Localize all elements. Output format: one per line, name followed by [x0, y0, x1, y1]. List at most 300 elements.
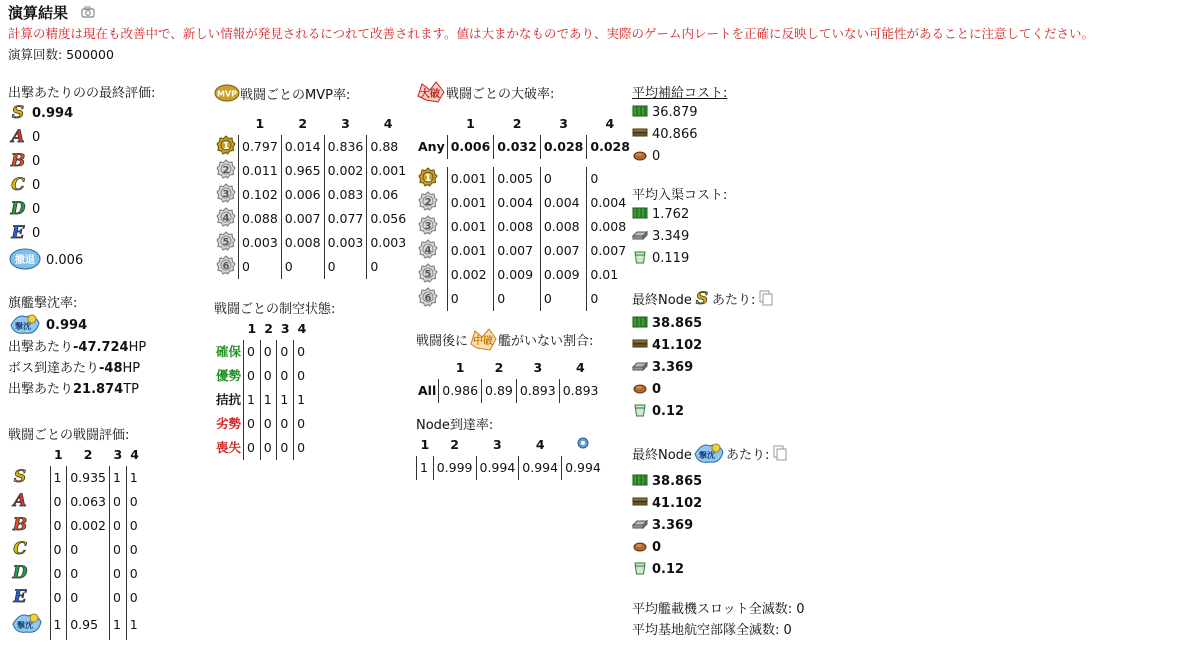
ammo-icon [632, 126, 648, 145]
value-cell: 0.06 [367, 183, 409, 207]
resource-value: 41.102 [652, 338, 703, 354]
rank-e-icon [8, 222, 28, 247]
final-s-header-post: あたり: [711, 292, 756, 308]
hp-line-suffix: HP [128, 340, 147, 356]
final-s-section [632, 288, 773, 423]
svg-text:S: S [11, 102, 25, 122]
value-cell: 0 [260, 412, 277, 436]
copy-icon[interactable] [773, 445, 787, 466]
column-header: 2 [264, 321, 273, 337]
table-row [8, 562, 143, 586]
fuel-icon [632, 473, 648, 492]
camera-icon[interactable] [81, 4, 95, 23]
rank-eval-row [8, 222, 155, 246]
page-title [8, 4, 95, 23]
table-row [8, 466, 143, 490]
corner-cell [214, 113, 239, 135]
value-cell: 0 [126, 562, 143, 586]
table-row [8, 586, 143, 610]
column-header: 4 [535, 437, 545, 453]
resource-row [632, 124, 727, 146]
svg-text:撃沈: 撃沈 [15, 321, 31, 331]
column-header: 2 [83, 447, 93, 463]
hp-line [8, 382, 146, 403]
value-cell: 1 [50, 466, 67, 490]
row-label [416, 191, 447, 215]
taiha-section [416, 80, 633, 311]
svg-text:3: 3 [424, 221, 432, 233]
air-section [214, 302, 335, 460]
footer-stats [632, 602, 805, 644]
row-label [8, 466, 50, 490]
value-cell: 0.007 [540, 239, 587, 263]
rank-eval-value: 0 [32, 154, 41, 170]
bucket-icon [632, 403, 648, 422]
no-chuuha-header-pre: 戦闘後に [416, 333, 469, 349]
resource-value: 0 [652, 149, 661, 165]
table-row [8, 610, 143, 640]
resource-value: 41.102 [652, 496, 703, 512]
steel-icon [632, 517, 648, 536]
ship-3-icon [418, 215, 438, 239]
value-cell: 0.007 [281, 207, 324, 231]
value-cell: 0.008 [281, 231, 324, 255]
value-cell: 0.836 [324, 135, 367, 159]
column-header: 3 [280, 321, 290, 337]
value-cell: 0.077 [324, 207, 367, 231]
value-cell: 0.893 [516, 379, 559, 403]
resource-row [632, 357, 773, 379]
value-cell: 0.011 [239, 159, 282, 183]
value-cell: 0.003 [324, 231, 367, 255]
value-cell: 0 [447, 287, 494, 311]
value-cell: 0 [50, 538, 67, 562]
air-table [214, 318, 310, 460]
ship-1-icon [216, 135, 236, 159]
value-cell: 0.001 [447, 191, 494, 215]
mvp-header-text: 戦闘ごとのMVP率: [240, 87, 351, 103]
resource-value: 3.349 [652, 229, 690, 245]
final-s-header [632, 288, 773, 313]
resource-row [632, 515, 787, 537]
row-label [416, 215, 447, 239]
svg-text:撤退: 撤退 [15, 254, 35, 266]
value-cell: 0 [294, 436, 311, 460]
value-cell: 0.994 [562, 456, 604, 480]
resource-row [632, 559, 787, 581]
value-cell: 0 [50, 562, 67, 586]
rank-e-icon [10, 586, 30, 610]
corner-cell [416, 357, 439, 379]
value-cell: 1 [294, 388, 311, 412]
value-cell: 1 [50, 610, 67, 640]
rank-a-icon [10, 490, 30, 514]
column-header: 2 [450, 437, 459, 453]
value-cell: 0 [294, 364, 311, 388]
rank-c-icon [8, 174, 28, 199]
table-row [416, 287, 633, 311]
value-cell: 0.89 [482, 379, 517, 403]
mvp-section [214, 84, 409, 279]
flagship-section [8, 296, 146, 403]
corner-cell [416, 113, 447, 135]
rank-eval-section [8, 86, 155, 276]
value-cell: 0 [126, 586, 143, 610]
corner-cell [8, 444, 50, 466]
rank-eval-list [8, 102, 155, 276]
hp-line-value: -47.724 [73, 340, 129, 356]
rank-b-icon [10, 514, 30, 538]
final-sunk-list [632, 471, 787, 581]
value-cell: 1 [110, 610, 127, 640]
rank-eval-value: 0 [32, 202, 41, 218]
value-cell: 0.005 [494, 167, 541, 191]
column-header: 2 [298, 116, 308, 132]
taiha-icon [416, 80, 446, 109]
battle-eval-table [8, 444, 143, 640]
ship-4-icon [216, 207, 236, 231]
value-cell: 0.001 [367, 159, 409, 183]
rank-a-icon [8, 126, 28, 151]
ship-6-icon [418, 287, 438, 311]
value-cell: 0 [67, 586, 110, 610]
value-cell: 0 [67, 538, 110, 562]
boss-node-icon [562, 434, 604, 456]
svg-text:A: A [13, 491, 27, 511]
value-cell: 0 [277, 340, 294, 364]
value-cell: 0.056 [367, 207, 409, 231]
table-row [214, 135, 409, 159]
ship-4-icon [418, 239, 438, 263]
lbas-wipe-text: 平均基地航空部隊全滅数: 0 [632, 623, 792, 638]
column-header: 1 [455, 360, 465, 376]
value-cell: 0.009 [540, 263, 587, 287]
hp-line [8, 340, 146, 361]
hp-line [8, 361, 146, 382]
flagship-value: 0.994 [46, 318, 88, 334]
column-header: 3 [113, 447, 123, 463]
svg-text:中破: 中破 [473, 336, 494, 347]
rank-eval-value: 0.006 [46, 253, 84, 269]
table-row [214, 364, 310, 388]
column-header: 2 [494, 360, 504, 376]
page-title-text: 演算結果 [8, 4, 69, 22]
all-label: All [418, 383, 437, 399]
table-row [214, 388, 310, 412]
resource-value: 38.865 [652, 474, 703, 490]
steel-icon [632, 359, 648, 378]
svg-text:D: D [10, 198, 26, 218]
rank-eval-row [8, 246, 155, 276]
hp-line-value: 21.874 [73, 382, 124, 398]
any-label: Any [418, 139, 445, 155]
air-state-label: 確保 [216, 344, 242, 360]
resource-value: 1.762 [652, 207, 690, 223]
svg-text:6: 6 [222, 261, 230, 273]
resource-value: 40.866 [652, 127, 698, 143]
column-header: 1 [466, 116, 475, 132]
row-label [416, 287, 447, 311]
ship-1-icon [418, 167, 438, 191]
copy-icon[interactable] [759, 290, 773, 311]
resource-row [632, 248, 727, 270]
row-label [416, 263, 447, 287]
value-cell: 0 [587, 167, 633, 191]
taiha-table [416, 113, 633, 311]
value-cell: 0 [50, 586, 67, 610]
supply-cost-header: 平均補給コスト: [632, 86, 728, 101]
bauxite-icon [632, 381, 648, 400]
row-label [214, 207, 239, 231]
value-cell: 0.004 [494, 191, 541, 215]
table-row [417, 456, 604, 480]
ship-6-icon [216, 255, 236, 279]
ship-5-icon [216, 231, 236, 255]
value-cell: 0 [110, 514, 127, 538]
rank-eval-header: 出撃あたりのの最終評価: [8, 86, 156, 101]
node-reach-header: Node到達率: [416, 418, 494, 433]
value-cell: 0 [244, 436, 261, 460]
value-cell: 0.994 [476, 456, 519, 480]
value-cell: 0 [110, 490, 127, 514]
battle-eval-section [8, 428, 143, 640]
value-cell: 0 [587, 287, 633, 311]
value-cell: 0.008 [540, 215, 587, 239]
repair-cost-list [632, 204, 727, 270]
svg-text:2: 2 [222, 165, 230, 177]
air-state-label: 劣勢 [216, 416, 242, 432]
svg-text:撃沈: 撃沈 [698, 451, 715, 460]
table-row [214, 255, 409, 279]
ammo-icon [632, 495, 648, 514]
table-row [8, 514, 143, 538]
table-row [416, 215, 633, 239]
taiha-header [416, 80, 633, 109]
value-cell: 1 [126, 610, 143, 640]
value-cell: 0 [540, 287, 587, 311]
svg-text:C: C [11, 174, 25, 194]
value-cell: 0 [67, 562, 110, 586]
value-cell: 0 [110, 562, 127, 586]
ship-3-icon [216, 183, 236, 207]
table-row [214, 231, 409, 255]
table-row [416, 239, 633, 263]
value-cell: 0.088 [239, 207, 282, 231]
final-sunk-section [632, 440, 787, 581]
row-label [8, 490, 50, 514]
ammo-icon [632, 337, 648, 356]
row-label [8, 562, 50, 586]
row-label [214, 159, 239, 183]
column-header: 2 [512, 116, 522, 132]
final-sunk-header-pre: 最終Node [632, 447, 692, 463]
row-label [214, 231, 239, 255]
row-label [416, 167, 447, 191]
hp-line-suffix: HP [122, 361, 141, 377]
svg-text:E: E [11, 222, 25, 242]
value-cell: 0.009 [494, 263, 541, 287]
column-header: 1 [255, 116, 265, 132]
column-header: 3 [493, 437, 502, 453]
value-cell: 0.007 [494, 239, 541, 263]
resource-value: 0.119 [652, 251, 690, 267]
row-label [214, 135, 239, 159]
resource-row [632, 379, 773, 401]
steel-icon [632, 228, 648, 247]
value-cell: 0 [494, 287, 541, 311]
rank-d-icon [10, 562, 30, 586]
hp-line-prefix: ボス到達あたり [8, 361, 100, 377]
simulation-count: 演算回数: 500000 [8, 47, 114, 62]
flagship-header: 旗艦撃沈率: [8, 296, 78, 311]
value-cell: 0.014 [281, 135, 324, 159]
svg-text:撃沈: 撃沈 [17, 621, 33, 631]
resource-row [632, 146, 727, 168]
resource-row [632, 226, 727, 248]
value-cell: 0 [244, 364, 261, 388]
supply-cost-list [632, 102, 727, 168]
value-cell: 0 [244, 412, 261, 436]
value-cell: 0.003 [367, 231, 409, 255]
svg-text:MVP: MVP [216, 89, 238, 99]
value-cell: 0 [540, 167, 587, 191]
air-state-label: 拮抗 [216, 392, 242, 408]
table-row [416, 263, 633, 287]
mvp-icon [214, 84, 240, 107]
resource-row [632, 204, 727, 226]
rank-eval-row [8, 198, 155, 222]
slot-wipe-text: 平均艦載機スロット全滅数: 0 [632, 602, 805, 617]
rank-s-icon [692, 288, 712, 313]
table-row [214, 436, 310, 460]
resource-row [632, 313, 773, 335]
air-header: 戦闘ごとの制空状態: [214, 302, 336, 317]
value-cell: 0.88 [367, 135, 409, 159]
value-cell: 0.986 [439, 379, 482, 403]
value-cell: 1 [244, 388, 261, 412]
value-cell: 0.032 [494, 135, 541, 159]
rank-eval-value: 0 [32, 226, 41, 242]
value-cell: 0.006 [281, 183, 324, 207]
value-cell: 0.994 [519, 456, 562, 480]
table-row [416, 379, 601, 403]
svg-text:B: B [10, 150, 26, 170]
sunk-icon [692, 440, 726, 471]
value-cell: 0 [367, 255, 409, 279]
svg-text:1: 1 [424, 173, 432, 185]
rank-d-icon [8, 198, 28, 223]
resource-value: 0.12 [652, 562, 685, 578]
table-row [214, 183, 409, 207]
table-row-any [416, 135, 633, 159]
node-reach-table [416, 434, 604, 480]
svg-text:E: E [13, 587, 27, 607]
value-cell: 0.008 [587, 215, 633, 239]
column-header: 1 [247, 321, 257, 337]
value-cell: 0.102 [239, 183, 282, 207]
column-header: 3 [341, 116, 350, 132]
repair-cost-section [632, 188, 727, 270]
spacer [416, 159, 633, 167]
ship-2-icon [418, 191, 438, 215]
node-reach-section [416, 418, 604, 480]
svg-text:S: S [13, 467, 27, 487]
value-cell: 0 [126, 538, 143, 562]
fuel-icon [632, 315, 648, 334]
hp-line-prefix: 出撃あたり [8, 382, 74, 398]
value-cell: 0.001 [447, 239, 494, 263]
rank-eval-value: 0.994 [32, 106, 74, 122]
table-row [416, 167, 633, 191]
rank-eval-row [8, 102, 155, 126]
value-cell: 1 [277, 388, 294, 412]
column-header: 4 [605, 116, 615, 132]
rank-eval-row [8, 126, 155, 150]
rank-c-icon [10, 538, 30, 562]
table-row [8, 490, 143, 514]
flagship-row [8, 312, 146, 340]
row-label [8, 514, 50, 538]
value-cell: 0.028 [540, 135, 587, 159]
no-chuuha-section [416, 326, 601, 403]
bauxite-icon [632, 148, 648, 167]
value-cell: 0 [294, 340, 311, 364]
value-cell: 0.001 [447, 215, 494, 239]
row-label [416, 239, 447, 263]
final-s-list [632, 313, 773, 423]
final-sunk-header-post: あたり: [725, 447, 770, 463]
no-chuuha-table [416, 357, 601, 403]
value-cell: 0.797 [239, 135, 282, 159]
row-label [214, 183, 239, 207]
resource-row [632, 493, 787, 515]
accuracy-warning: 計算の精度は現在も改善中で、新しい情報が発見されるにつれて改善されます。値は大まかなものであり、実際のゲーム内レートを正確に反映していない可能性があることに注意してください。 [8, 26, 1095, 41]
rank-eval-row [8, 174, 155, 198]
svg-text:4: 4 [424, 245, 432, 257]
svg-text:大破: 大破 [420, 89, 440, 100]
sunk-icon [10, 610, 44, 640]
final-s-header-pre: 最終Node [632, 292, 692, 308]
value-cell: 1 [110, 466, 127, 490]
value-cell: 0 [260, 364, 277, 388]
hp-line-suffix: TP [123, 382, 139, 398]
table-row [214, 340, 310, 364]
hp-lines [8, 340, 146, 403]
repair-cost-header: 平均入渠コスト: [632, 188, 728, 203]
svg-text:B: B [12, 515, 28, 535]
value-cell: 0.002 [447, 263, 494, 287]
air-state-label: 優勢 [216, 368, 242, 384]
value-cell: 0.004 [587, 191, 633, 215]
resource-row [632, 102, 727, 124]
row-label [214, 255, 239, 279]
supply-cost-section [632, 86, 727, 168]
sunk-icon [8, 311, 42, 342]
ship-5-icon [418, 263, 438, 287]
ship-2-icon [216, 159, 236, 183]
value-cell: 0 [239, 255, 282, 279]
svg-text:2: 2 [424, 197, 432, 209]
column-header: 3 [559, 116, 568, 132]
taiha-header-text: 戦闘ごとの大破率: [446, 86, 555, 102]
value-cell: 0 [50, 490, 67, 514]
value-cell: 0 [324, 255, 367, 279]
value-cell: 0.999 [433, 456, 476, 480]
value-cell: 0 [277, 412, 294, 436]
svg-text:C: C [13, 539, 27, 559]
svg-text:3: 3 [222, 189, 230, 201]
table-row [416, 191, 633, 215]
